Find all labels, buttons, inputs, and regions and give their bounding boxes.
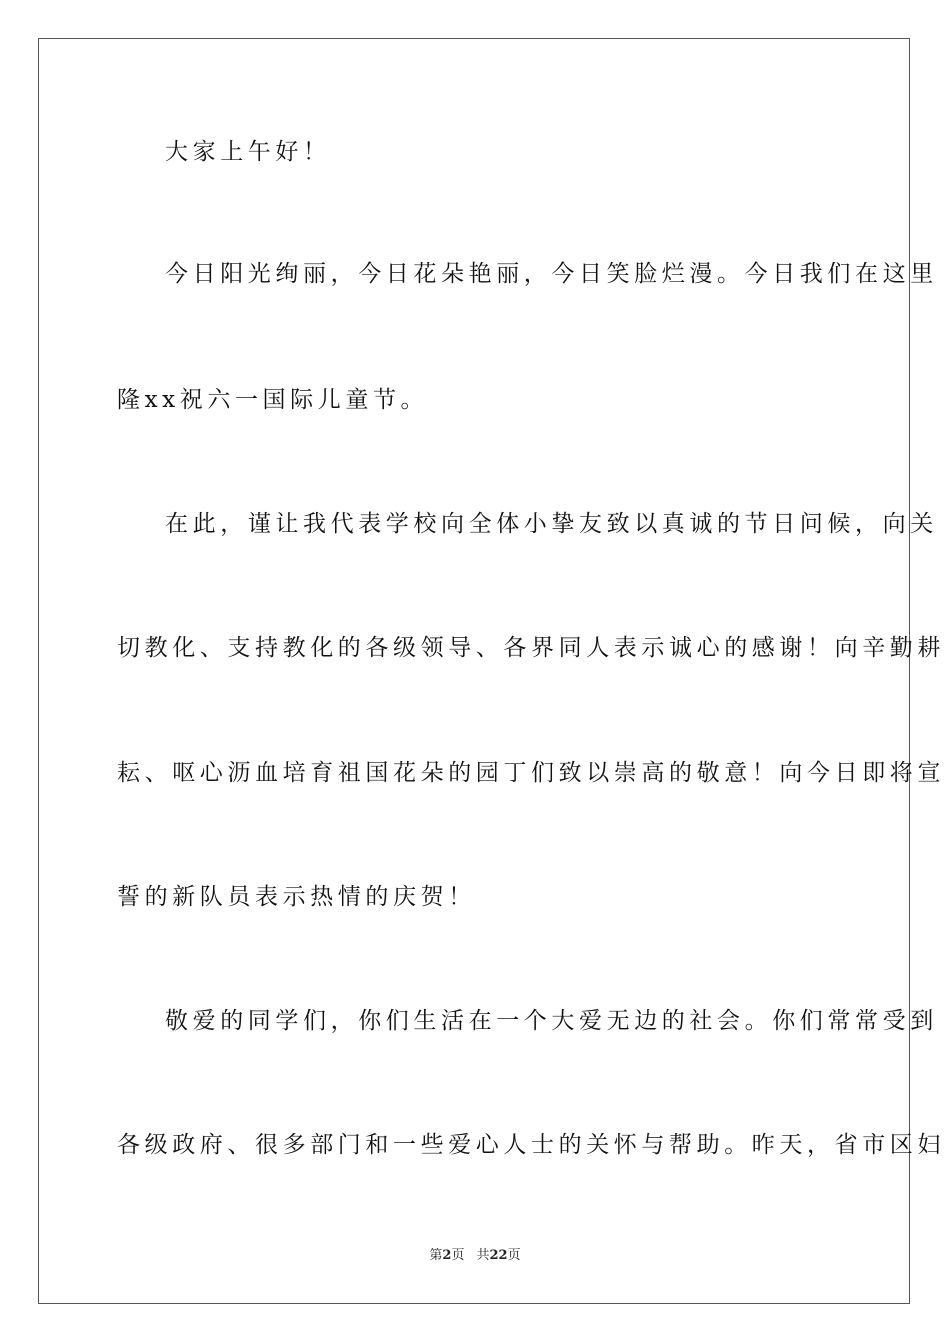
paragraph-line: 在此，谨让我代表学校向全体小挚友致以真诚的节日问候，向关 — [165, 511, 938, 537]
page-prefix: 第 — [429, 1248, 443, 1263]
total-prefix: 共 — [476, 1248, 490, 1263]
page-current: 2 — [442, 1248, 452, 1263]
paragraph-line: 誓的新队员表示热情的庆贺！ — [117, 884, 476, 910]
paragraph-line: 敬爱的同学们，你们生活在一个大爱无边的社会。你们常常受到 — [165, 1008, 938, 1034]
page-suffix: 页 — [451, 1248, 465, 1263]
page-frame — [38, 38, 945, 1304]
paragraph-line: 各级政府、很多部门和一些爱心人士的关怀与帮助。昨天，省市区妇 — [117, 1132, 945, 1158]
page-footer — [0, 1247, 950, 1265]
greeting-line: 大家上午好！ — [165, 139, 331, 165]
total-suffix: 页 — [507, 1248, 521, 1263]
paragraph-line: 耘、呕心沥血培育祖国花朵的园丁们致以崇高的敬意！向今日即将宣 — [117, 760, 945, 786]
paragraph-line: 隆xx祝六一国际儿童节。 — [117, 387, 429, 413]
page-total: 22 — [489, 1248, 508, 1263]
paragraph-line: 今日阳光绚丽，今日花朵艳丽，今日笑脸烂漫。今日我们在这里 — [165, 261, 938, 287]
paragraph-line: 切教化、支持教化的各级领导、各界同人表示诚心的感谢！向辛勤耕 — [117, 635, 945, 661]
